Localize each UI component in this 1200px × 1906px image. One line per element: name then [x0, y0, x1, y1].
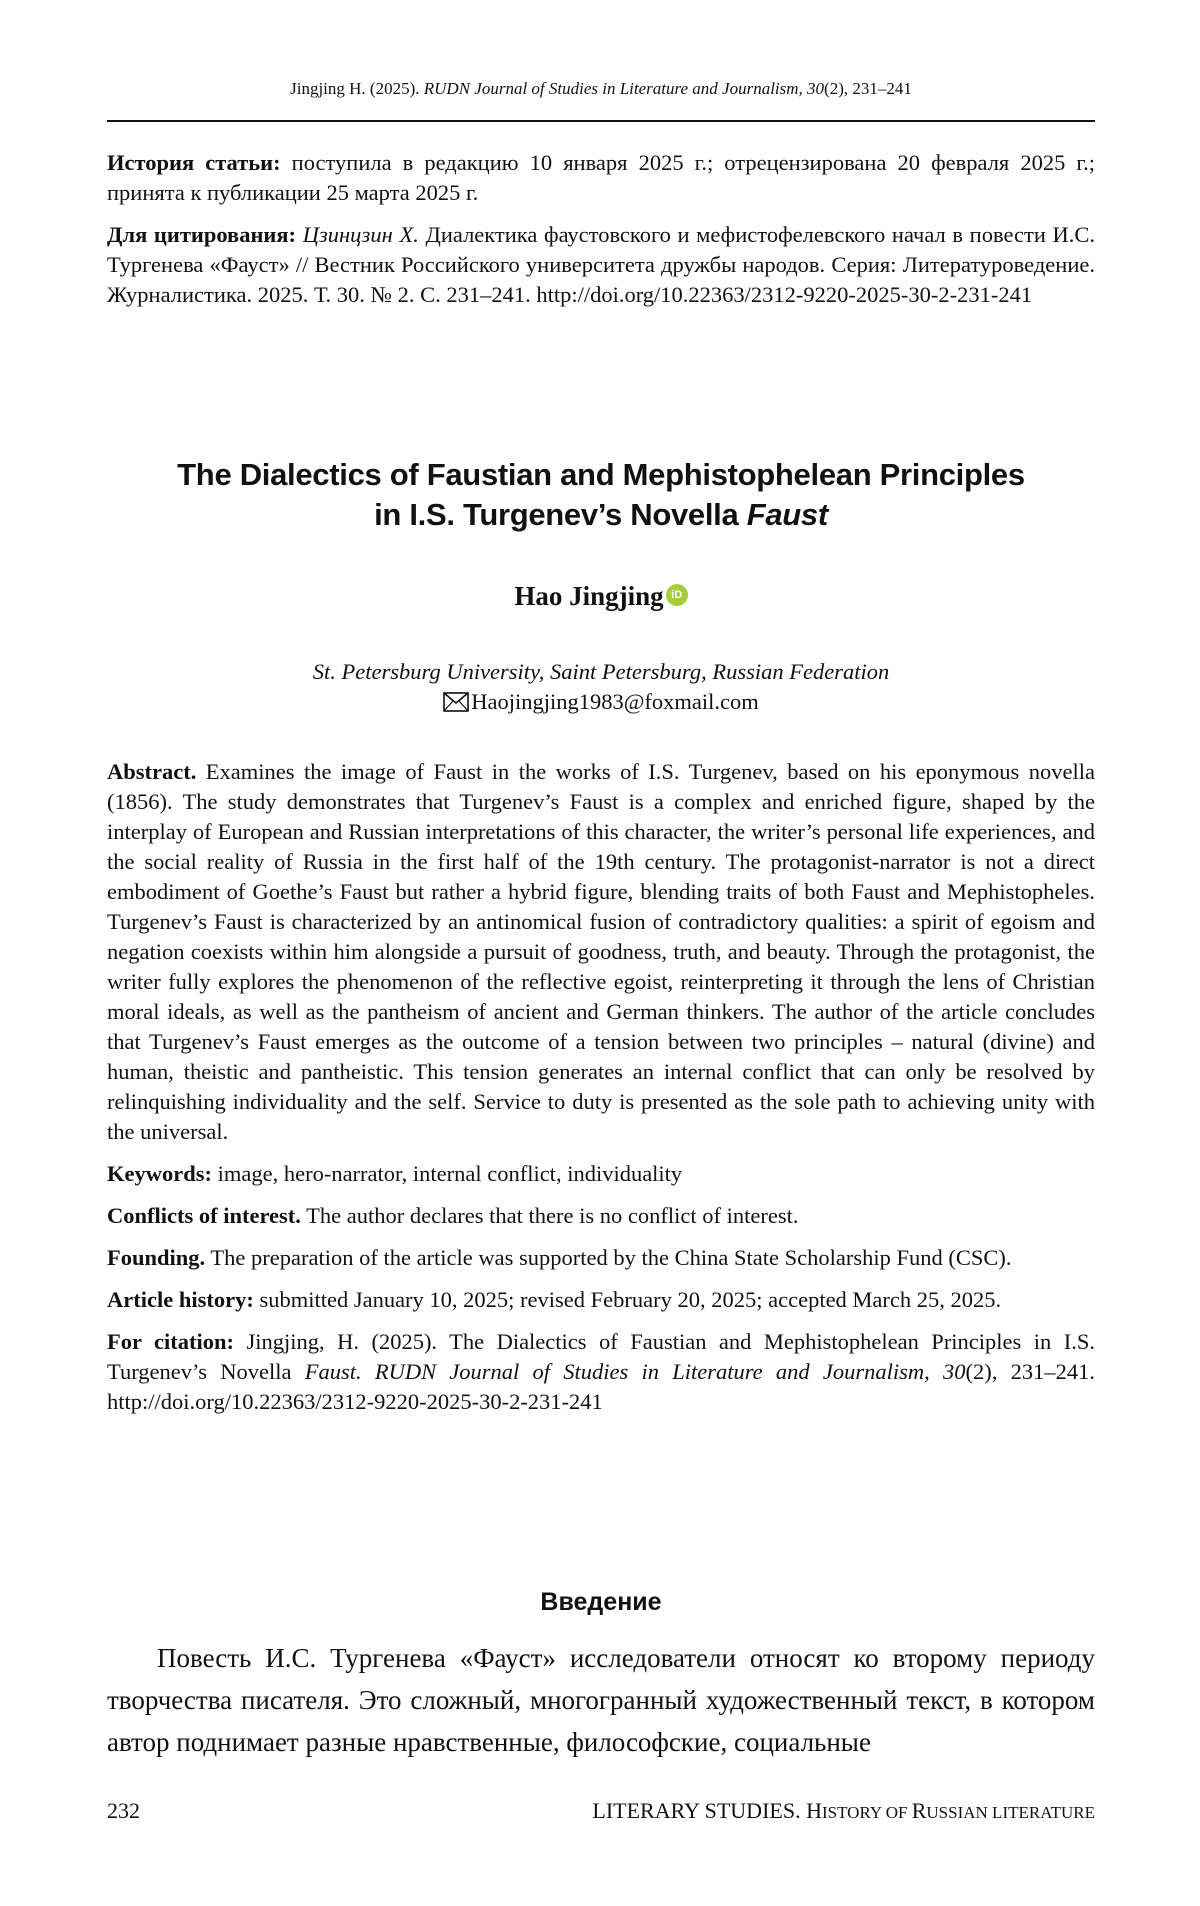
- conflicts-of-interest: [107, 1201, 1095, 1231]
- orcid-icon[interactable]: iD: [666, 584, 688, 606]
- page-number: 232: [107, 1797, 140, 1825]
- running-head-prefix: Jingjing H. (2025).: [290, 79, 424, 98]
- body-paragraph: Повесть И.С. Тургенева «Фауст» исследователи относят ко второму периоду творчества писателя. Это сложный, многогранный художественный текст, в котором автор поднимает разные нравственные, философские, социальные: [107, 1637, 1095, 1763]
- en-citation: [107, 1327, 1095, 1417]
- running-head-suffix: (2), 231–241: [824, 79, 912, 98]
- ru-history-text: поступила в редакцию 10 января 2025 г.; отрецензирована 20 февраля 2025 г.; принята к публикации 25 марта 2025 г.: [107, 150, 1095, 205]
- founding-label: Founding.: [107, 1245, 205, 1270]
- en-history-text: submitted January 10, 2025; revised February 20, 2025; accepted March 25, 2025.: [254, 1287, 1001, 1312]
- section-heading: Введение: [107, 1586, 1095, 1618]
- ru-history-label: История статьи:: [107, 150, 281, 175]
- envelope-icon: [443, 690, 469, 720]
- author-email-line: [107, 687, 1095, 720]
- title-line-2-main: in I.S. Turgenev’s Novella: [374, 497, 747, 532]
- ru-citation-label: Для цитирования:: [107, 222, 296, 247]
- en-citation-text: Jingjing, H. (2025). The Dialectics of Faustian and Mephistophelean Principles in I.S. Turgenev’s Novella: [107, 1329, 1095, 1384]
- footer-section-title: [592, 1797, 1095, 1827]
- author-line: [107, 579, 1095, 613]
- en-history-label: Article history:: [107, 1287, 254, 1312]
- keywords: [107, 1159, 1095, 1189]
- en-citation-label: For citation:: [107, 1329, 234, 1354]
- ru-citation-text: Диалектика фаустовского и мефистофелевского начал в повести И.С. Тургенева «Фауст» // Вестник Российского университета дружбы народов. Серия: Литературоведение. Журналистика. 2025. Т. 30. № 2. С. 231–241. http://doi.org/10.22363/2312-9220-2025-30-2-231-241: [107, 222, 1095, 307]
- en-citation-tail: (2), 231–241. http://doi.org/10.22363/2312-9220-2025-30-2-231-241: [107, 1359, 1095, 1414]
- article-title: [107, 455, 1095, 535]
- body-text: [107, 1637, 1095, 1763]
- footer-sc-r: R: [912, 1798, 927, 1823]
- running-head: [107, 78, 1095, 100]
- footer-sc-istory: ISTORY OF: [822, 1803, 912, 1822]
- footer-section-main: LITERARY STUDIES.: [592, 1798, 806, 1823]
- footer-sc-ussian: USSIAN LITERATURE: [926, 1803, 1095, 1822]
- abstract-text: Examines the image of Faust in the works of I.S. Turgenev, based on his eponymous novella (1856). The study demonstrates that Turgenev’s Faust is a complex and enriched figure, shaped by the interplay of European and Russian interpretations of this character, the writer’s personal life experiences, and the social reality of Russia in the first half of the 19th century. The protagonist-narrator is not a direct embodiment of Goethe’s Faust but rather a hybrid figure, blending traits of both Faust and Mephistopheles. Turgenev’s Faust is characterized by an antinomical fusion of contradictory qualities: a spirit of egoism and negation coexists within him alongside a pursuit of goodness, truth, and beauty. Through the protagonist, the writer fully explores the phenomenon of the reflective egoist, reinterpreting it through the lens of Christian moral ideals, as well as the pantheism of ancient and German thinkers. The author of the article concludes that Turgenev’s Faust emerges as the outcome of a tension between two principles – natural (divine) and human, theistic and pantheistic. This tension generates an internal conflict that can only be resolved by relinquishing individuality and the self. Service to duty is presented as the sole path to achieving unity with the universal.: [107, 759, 1095, 1144]
- en-citation-italic: Faust. RUDN Journal of Studies in Literature and Journalism, 30: [305, 1359, 966, 1384]
- title-line-2-italic: Faust: [747, 497, 828, 532]
- en-article-history: [107, 1285, 1095, 1315]
- keywords-label: Keywords:: [107, 1161, 212, 1186]
- founding-text: The preparation of the article was supported by the China State Scholarship Fund (CSC).: [205, 1245, 1011, 1270]
- conflicts-label: Conflicts of interest.: [107, 1203, 301, 1228]
- abstract-label: Abstract.: [107, 759, 196, 784]
- running-head-journal: RUDN Journal of Studies in Literature and Journalism, 30: [424, 79, 824, 98]
- author-affiliation: St. Petersburg University, Saint Petersburg, Russian Federation: [107, 657, 1095, 687]
- footer-sc-h: H: [806, 1798, 822, 1823]
- russian-metadata: [107, 148, 1095, 310]
- journal-page: [0, 0, 1200, 1906]
- title-line-2: [107, 495, 1095, 535]
- ru-citation: [107, 220, 1095, 310]
- ru-article-history: [107, 148, 1095, 208]
- conflicts-text: The author declares that there is no conflict of interest.: [301, 1203, 799, 1228]
- author-email[interactable]: Haojingjing1983@foxmail.com: [471, 689, 759, 714]
- keywords-text: image, hero-narrator, internal conflict, individuality: [212, 1161, 682, 1186]
- header-rule: [107, 120, 1095, 122]
- abstract: [107, 757, 1095, 1147]
- title-line-1: The Dialectics of Faustian and Mephistophelean Principles: [107, 455, 1095, 495]
- founding: [107, 1243, 1095, 1273]
- english-metadata: [107, 757, 1095, 1429]
- author-name: Hao Jingjing: [514, 581, 663, 611]
- ru-citation-author: Цзинцзин Х.: [296, 222, 419, 247]
